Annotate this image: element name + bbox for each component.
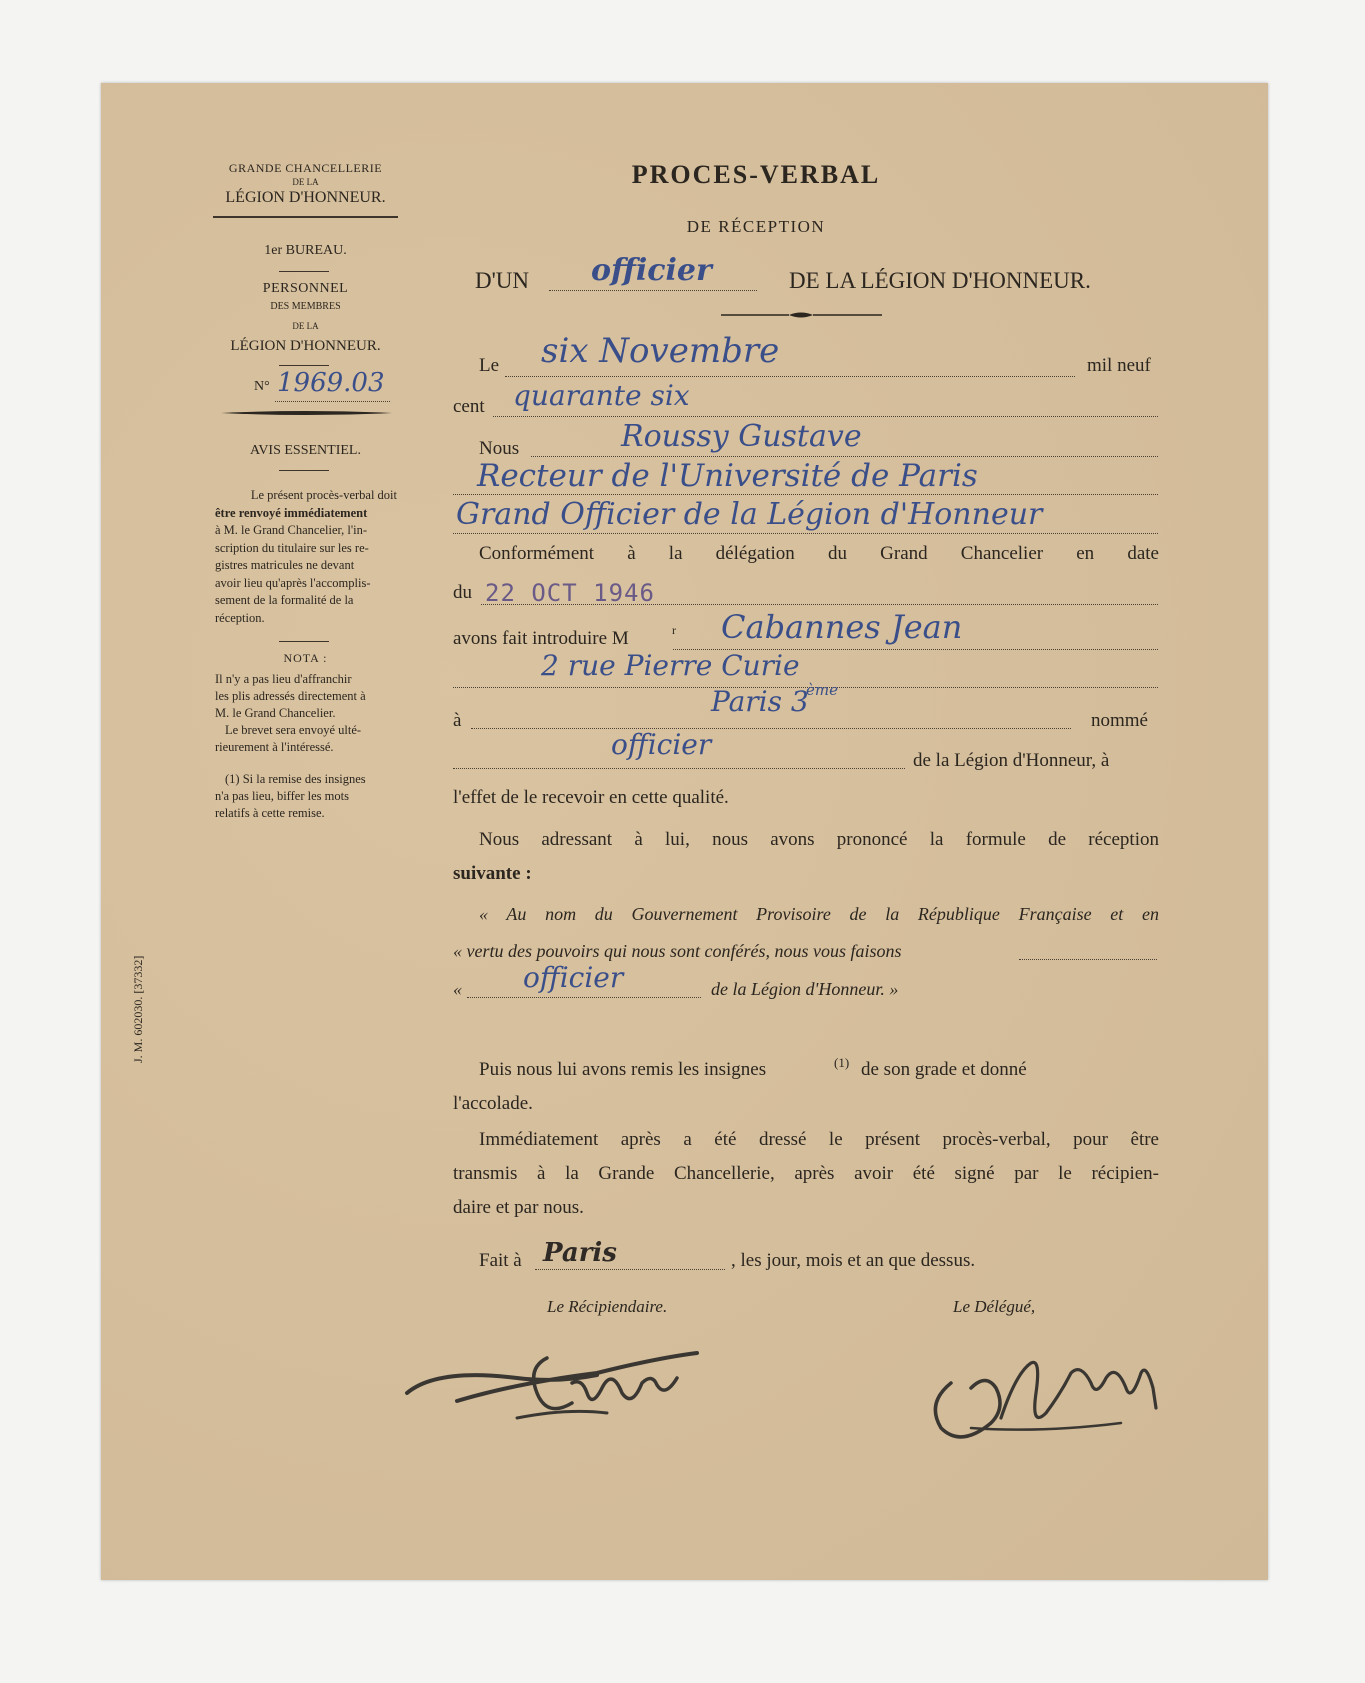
- grade-suffix: DE LA LÉGION D'HONNEUR.: [789, 268, 1091, 293]
- avis-line: avoir lieu qu'après l'accomplis-: [215, 575, 371, 590]
- ornament-divider: [719, 310, 884, 320]
- du-line: [481, 604, 1158, 605]
- nous-line-2: [453, 494, 1158, 495]
- city-superscript: ème: [806, 681, 838, 699]
- avis-line: scription du titulaire sur les re-: [215, 540, 369, 555]
- document-sheet: [101, 83, 1268, 1580]
- mil-neuf-label: mil neuf: [1087, 355, 1151, 376]
- place-handwritten: Paris: [543, 1238, 617, 1268]
- delegate-label: Le Délégué,: [953, 1297, 1036, 1316]
- avis-paragraph: [215, 487, 397, 627]
- divider: [213, 216, 398, 218]
- formula-line-2-dots: [1019, 959, 1157, 960]
- number-prefix: N°: [254, 379, 270, 394]
- formula-line-2: « vertu des pouvoirs qui nous sont conférés, nous vous faisons: [453, 941, 902, 961]
- recipient-signature: [397, 1323, 717, 1433]
- grade-handwritten: officier: [591, 253, 712, 288]
- nota-line: M. le Grand Chancelier.: [215, 706, 336, 720]
- grade-prefix: D'UN: [475, 268, 529, 293]
- personnel-line-3: DE LA: [292, 321, 319, 331]
- nota-line: rieurement à l'intéressé.: [215, 740, 334, 754]
- conformement-text: Conformément à la délégation du Grand Chancelier en date: [479, 543, 1159, 564]
- le-label: Le: [479, 355, 500, 376]
- formula-line-1: « Au nom du Gouvernement Provisoire de la République Française et en: [479, 904, 1159, 924]
- document-subtitle: DE RÉCEPTION: [686, 217, 826, 236]
- date-handwritten: six Novembre: [541, 331, 780, 371]
- avons-label: avons fait introduire M: [453, 628, 629, 649]
- city-line: [471, 728, 1071, 729]
- org-line-3: LÉGION D'HONNEUR.: [225, 189, 386, 206]
- fait-label: Fait à: [479, 1250, 522, 1271]
- short-divider: [279, 470, 329, 471]
- recipient-name-handwritten: Cabannes Jean: [721, 608, 963, 646]
- nota-line: les plis adressés directement à: [215, 689, 366, 703]
- formula-open-quote: «: [453, 979, 462, 999]
- m-superscript: r: [672, 623, 676, 637]
- address-handwritten: 2 rue Pierre Curie: [541, 649, 800, 682]
- immed-text-1: Immédiatement après a été dressé le présent procès-verbal, pour être: [479, 1129, 1159, 1150]
- year-handwritten: quarante six: [513, 379, 690, 412]
- avis-line: Le présent procès-verbal doit: [250, 488, 397, 502]
- nota-line: Il n'y a pas lieu d'affranchir: [215, 672, 352, 686]
- recipient-label: Le Récipiendaire.: [547, 1297, 668, 1316]
- footnote-line: n'a pas lieu, biffer les mots: [215, 789, 349, 803]
- date-line: [505, 376, 1075, 377]
- adressant-text-2: suivante :: [453, 863, 532, 884]
- de-la-legion-text: de la Légion d'Honneur, à: [913, 750, 1110, 771]
- delegate-rank-handwritten: Grand Officier de la Légion d'Honneur: [456, 497, 1043, 532]
- personnel-line-1: PERSONNEL: [262, 281, 349, 296]
- fait-suffix: , les jour, mois et an que dessus.: [731, 1250, 976, 1271]
- immed-text-2: transmis à la Grande Chancellerie, après avoir été signé par le récipien-: [453, 1163, 1159, 1184]
- grade-handwritten-2: officier: [611, 728, 712, 761]
- personnel-line-4: LÉGION D'HONNEUR.: [230, 338, 381, 354]
- grade-handwritten-3: officier: [523, 961, 624, 994]
- avis-line: être renvoyé immédiatement: [215, 505, 368, 520]
- short-divider: [279, 271, 329, 272]
- bureau-label: 1er BUREAU.: [264, 243, 347, 258]
- print-reference: J. M. 602030. [37332]: [131, 955, 145, 1063]
- puis-footnote-ref: (1): [834, 1055, 850, 1070]
- adressant-text-1: Nous adressant à lui, nous avons prononcé la formule de réception: [479, 829, 1159, 850]
- du-label: du: [453, 582, 472, 603]
- nota-title: NOTA :: [283, 651, 328, 665]
- avis-line: réception.: [215, 610, 265, 625]
- document-title: PROCES-VERBAL: [631, 160, 881, 189]
- year-line: [493, 416, 1158, 417]
- delegate-title-handwritten: Recteur de l'Université de Paris: [477, 458, 978, 494]
- nous-line: [531, 456, 1158, 457]
- avis-line: sement de la formalité de la: [215, 593, 354, 607]
- grade-line-2: [453, 768, 905, 769]
- nous-label: Nous: [479, 438, 520, 459]
- short-divider: [279, 641, 329, 642]
- delegate-name-handwritten: Roussy Gustave: [621, 419, 862, 454]
- grade-line-3: [467, 997, 701, 998]
- grade-line: [549, 290, 757, 291]
- nomme-label: nommé: [1091, 710, 1148, 731]
- nous-line-3: [453, 533, 1158, 534]
- avis-line: gistres matricules ne devant: [215, 558, 355, 572]
- date-stamp: 22 OCT 1946: [485, 579, 655, 607]
- org-line-1: GRANDE CHANCELLERIE: [228, 161, 383, 175]
- short-divider: [279, 365, 329, 366]
- place-line: [535, 1269, 725, 1270]
- a-label: à: [453, 710, 462, 731]
- cent-label: cent: [453, 396, 485, 417]
- personnel-line-2: DES MEMBRES: [270, 301, 341, 312]
- puis-text-1: Puis nous lui avons remis les insignes: [479, 1059, 767, 1080]
- avis-title: AVIS ESSENTIEL.: [250, 443, 361, 458]
- puis-text-2: l'accolade.: [453, 1093, 533, 1114]
- registration-number: 1969.03: [277, 368, 385, 398]
- number-line: [275, 401, 390, 402]
- city-handwritten: Paris 3: [711, 685, 809, 718]
- formula-end: de la Légion d'Honneur. »: [711, 979, 899, 999]
- footnote-line: (1) Si la remise des insignes: [225, 772, 366, 786]
- immed-text-3: daire et par nous.: [453, 1197, 584, 1218]
- footnote-paragraph: [215, 771, 397, 822]
- avis-line: à M. le Grand Chancelier, l'in-: [215, 523, 368, 537]
- org-line-2: DE LA: [292, 177, 319, 187]
- ornament-divider: [219, 407, 394, 419]
- nota-line: Le brevet sera envoyé ulté-: [225, 723, 362, 737]
- footnote-line: relatifs à cette remise.: [215, 806, 325, 820]
- puis-text-1b: de son grade et donné: [861, 1059, 1027, 1080]
- nota-paragraph: [215, 671, 397, 756]
- effet-text: l'effet de le recevoir en cette qualité.: [453, 787, 729, 808]
- delegate-signature: [921, 1333, 1171, 1453]
